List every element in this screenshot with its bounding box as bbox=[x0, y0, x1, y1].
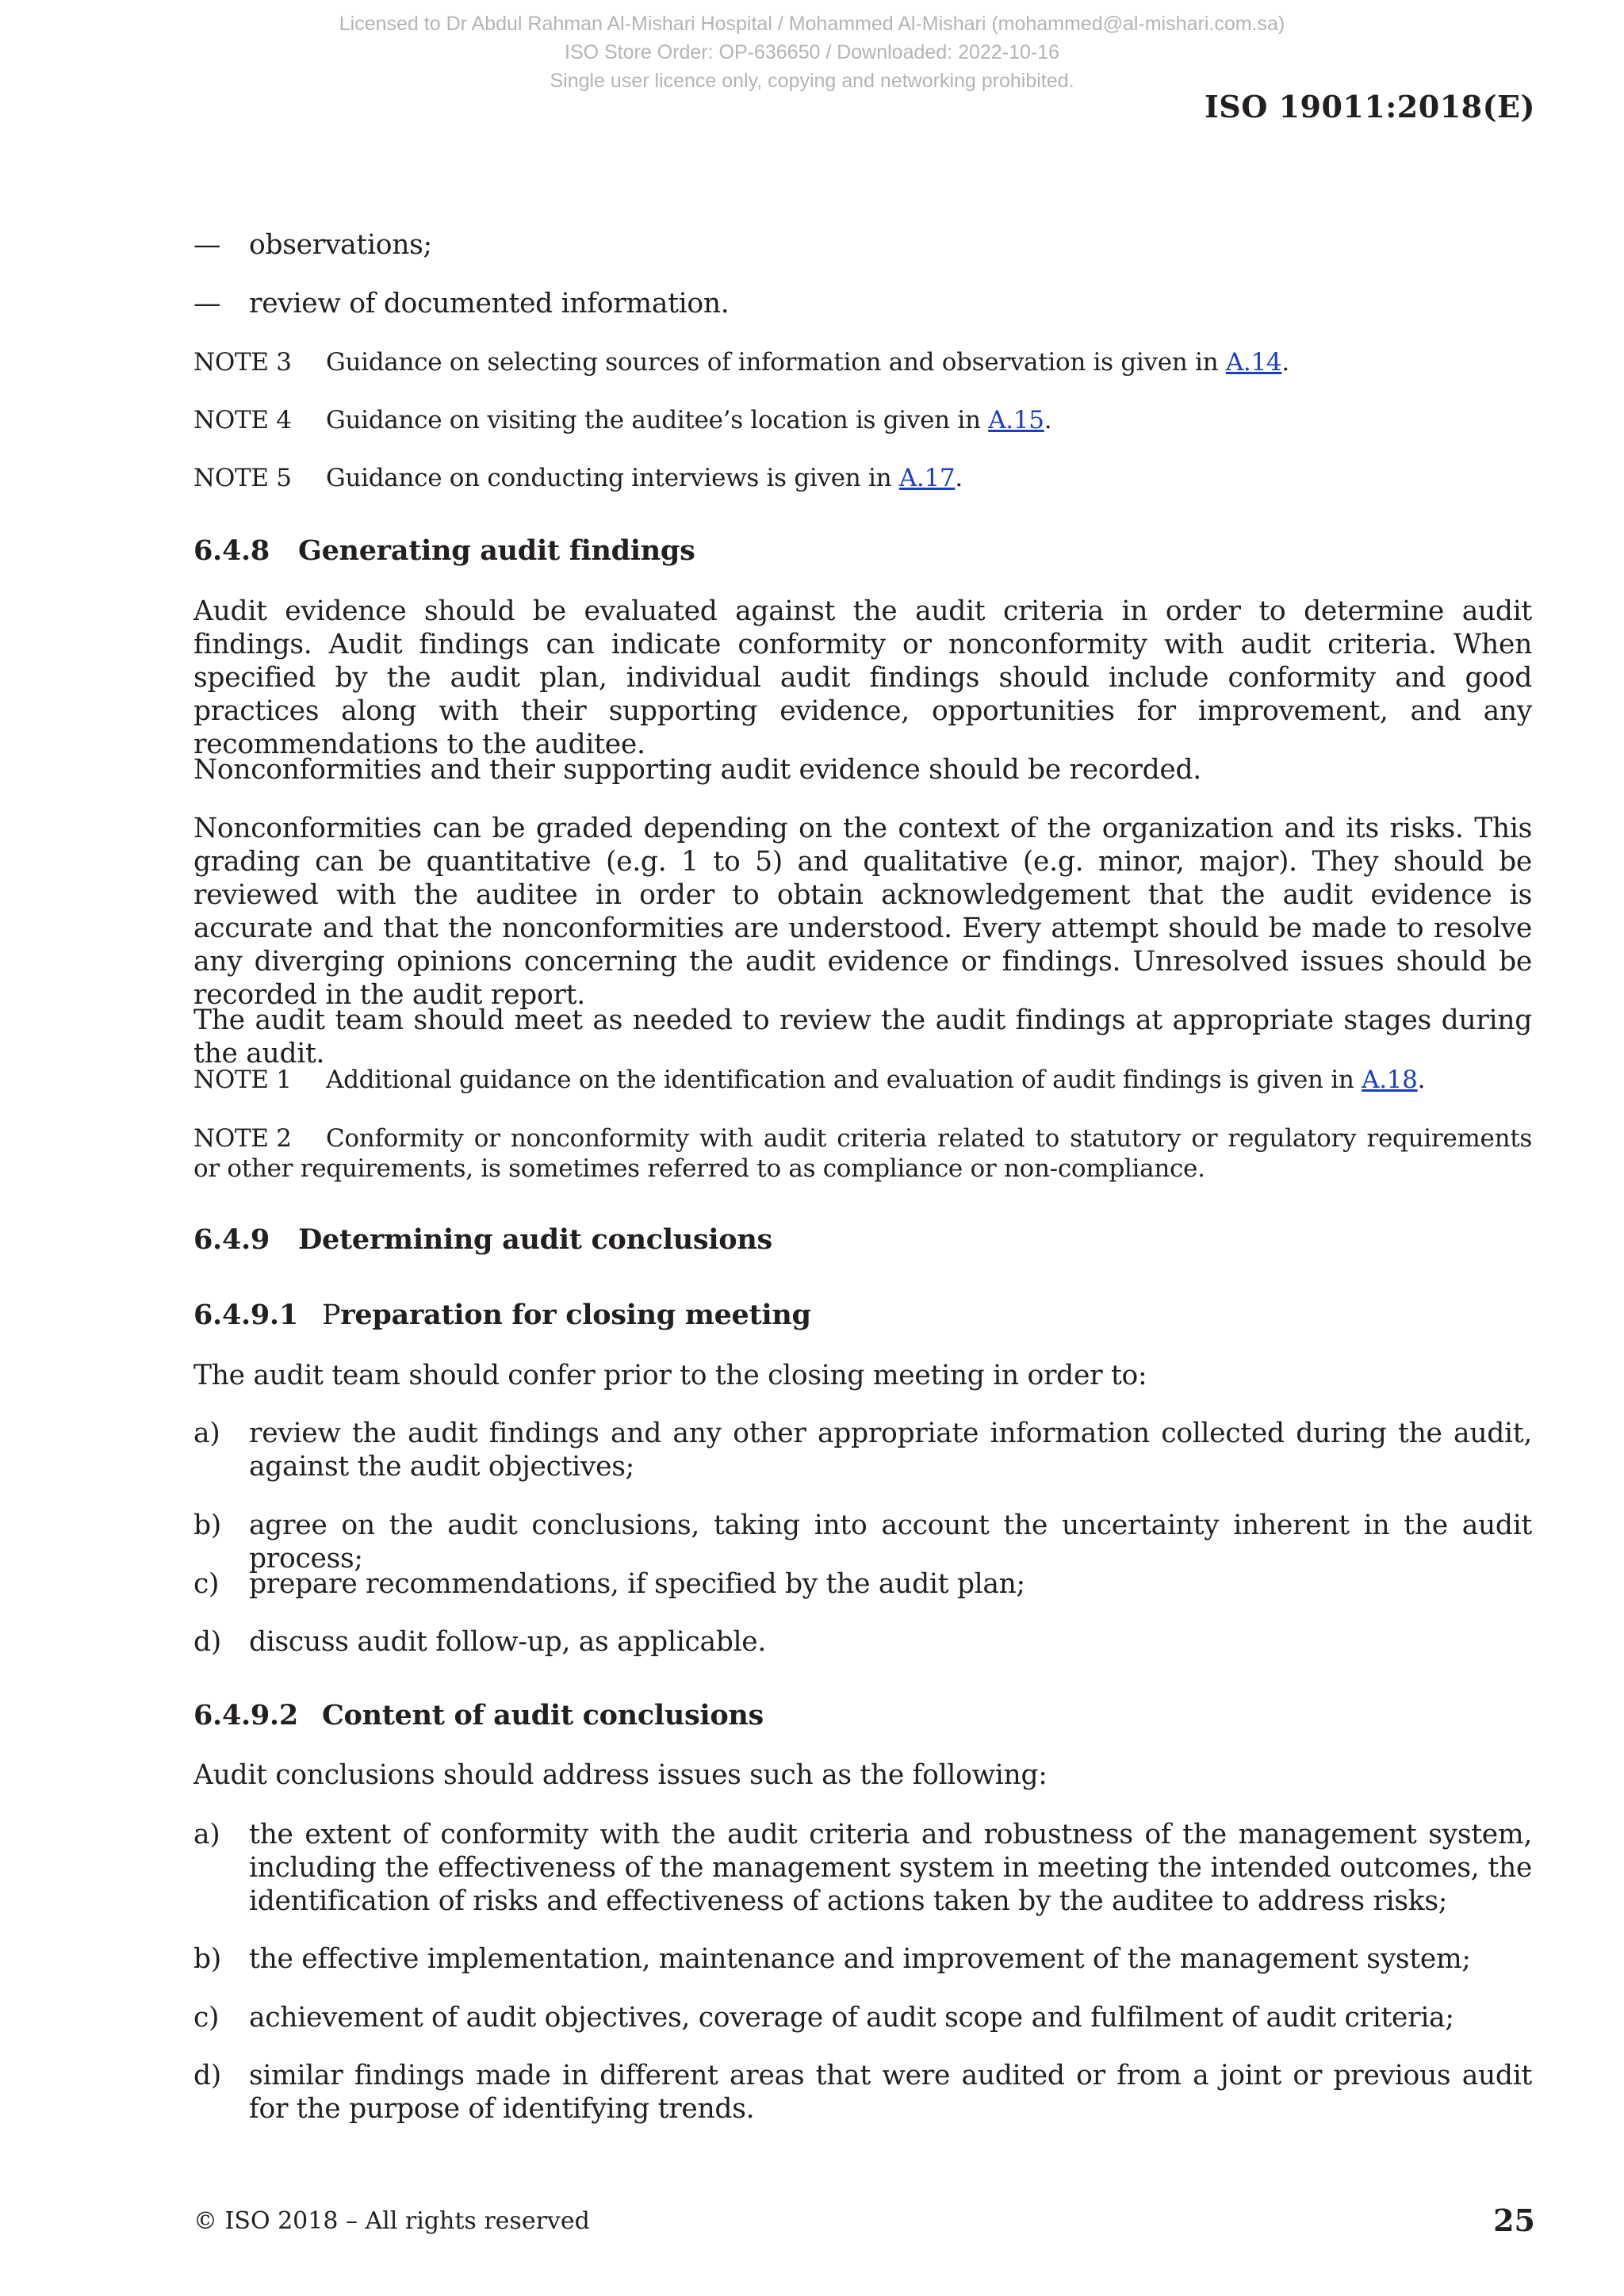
watermark-order-line: ISO Store Order: OP-636650 / Downloaded: 2022-10-16 bbox=[565, 41, 1059, 63]
list-item-text: agree on the audit conclusions, taking into account the uncertainty inherent in the audit process; bbox=[249, 1510, 1532, 1575]
list-item-text: prepare recommendations, if specified by the audit plan; bbox=[249, 1568, 1025, 1600]
note-label: NOTE 3 bbox=[193, 348, 292, 377]
watermark-licence-restriction-line: Single user licence only, copying and networking prohibited. bbox=[550, 70, 1074, 92]
annex-link-a15[interactable]: A.15 bbox=[988, 406, 1044, 434]
list-item-text: review the audit findings and any other appropriate information collected during the audit, against the audit objectives; bbox=[249, 1418, 1532, 1483]
note-label: NOTE 1 bbox=[193, 1066, 292, 1094]
heading-6-4-9-1 bbox=[193, 1299, 1532, 1332]
list-marker: a) bbox=[193, 1418, 220, 1449]
dash-list-item bbox=[193, 228, 1532, 262]
dash-marker: — bbox=[193, 229, 221, 261]
list-item bbox=[193, 1625, 1532, 1659]
list-marker: c) bbox=[193, 2002, 220, 2034]
section-number: 6.4.9.1 bbox=[193, 1299, 298, 1331]
note-end-punct: . bbox=[1044, 406, 1052, 434]
section-title: reparation for closing meeting bbox=[340, 1299, 811, 1331]
note-3 bbox=[193, 347, 1532, 377]
page-number: 25 bbox=[1493, 2202, 1535, 2238]
note-1 bbox=[193, 1065, 1532, 1095]
note-label: NOTE 4 bbox=[193, 406, 292, 434]
paragraph: Audit evidence should be evaluated against the audit criteria in order to determine audit findings. Audit findings can indicate conformity or nonconformity with audit criteria. When specified by the audit plan, individual audit findings should include conformity and good practices along with their supporting evidence, opportunities for improvement, and any recommendations to the auditee. bbox=[193, 595, 1532, 760]
section-number: 6.4.9 bbox=[193, 1223, 270, 1256]
note-4 bbox=[193, 405, 1532, 435]
heading-6-4-8 bbox=[193, 534, 1532, 568]
list-marker: b) bbox=[193, 1510, 221, 1541]
note-2 bbox=[193, 1123, 1532, 1184]
note-end-punct: . bbox=[955, 464, 963, 492]
list-marker: d) bbox=[193, 1626, 221, 1658]
note-text: Conformity or nonconformity with audit criteria related to statutory or regulatory requirements or other requirements, is sometimes referred to as compliance or non-compliance. bbox=[193, 1124, 1532, 1183]
heading-6-4-9 bbox=[193, 1223, 1532, 1257]
list-item bbox=[193, 1509, 1532, 1575]
note-text: Additional guidance on the identification and evaluation of audit findings is given in bbox=[326, 1066, 1362, 1094]
dash-item-text: review of documented information. bbox=[249, 288, 730, 320]
note-end-punct: . bbox=[1281, 348, 1289, 377]
list-item bbox=[193, 1818, 1532, 1918]
section-title-initial: P bbox=[322, 1299, 341, 1331]
list-item bbox=[193, 1417, 1532, 1483]
note-5 bbox=[193, 463, 1532, 493]
heading-6-4-9-2 bbox=[193, 1699, 1532, 1732]
paragraph: The audit team should meet as needed to review the audit findings at appropriate stages during the audit. bbox=[193, 1004, 1532, 1070]
dash-list-item bbox=[193, 287, 1532, 320]
list-marker: b) bbox=[193, 1943, 221, 1975]
dash-item-text: observations; bbox=[249, 229, 432, 261]
list-marker: a) bbox=[193, 1819, 220, 1850]
list-item bbox=[193, 2001, 1532, 2034]
list-item bbox=[193, 1567, 1532, 1601]
standard-number-header: ISO 19011:2018(E) bbox=[1205, 89, 1535, 124]
annex-link-a18[interactable]: A.18 bbox=[1362, 1066, 1418, 1094]
list-item bbox=[193, 2059, 1532, 2126]
section-number: 6.4.9.2 bbox=[193, 1699, 298, 1732]
paragraph: Nonconformities and their supporting audit evidence should be recorded. bbox=[193, 754, 1201, 786]
note-label: NOTE 2 bbox=[193, 1124, 292, 1153]
list-marker: c) bbox=[193, 1568, 220, 1600]
note-text: Guidance on selecting sources of information and observation is given in bbox=[326, 348, 1226, 377]
list-marker: d) bbox=[193, 2060, 221, 2091]
section-title: Content of audit conclusions bbox=[322, 1699, 764, 1732]
annex-link-a14[interactable]: A.14 bbox=[1225, 348, 1282, 377]
list-item-text: the effective implementation, maintenance and improvement of the management system; bbox=[249, 1943, 1471, 1975]
note-label: NOTE 5 bbox=[193, 464, 292, 492]
note-end-punct: . bbox=[1417, 1066, 1426, 1094]
list-item-text: the extent of conformity with the audit criteria and robustness of the management system, including the effectiveness of the management system in meeting the intended outcomes, the identification of risks and effectiveness of actions taken by the auditee to address risks; bbox=[249, 1819, 1532, 1917]
paragraph: Audit conclusions should address issues such as the following: bbox=[193, 1759, 1048, 1791]
dash-marker: — bbox=[193, 288, 221, 320]
paragraph: Nonconformities can be graded depending on the context of the organization and its risks. This grading can be quantitative (e.g. 1 to 5) and qualitative (e.g. minor, major). They should be reviewed with the auditee in order to obtain acknowledgement that the audit evidence is accurate and that the nonconformities are understood. Every attempt should be made to resolve any diverging opinions concerning the audit evidence or findings. Unresolved issues should be recorded in the audit report. bbox=[193, 813, 1532, 1011]
section-title: Determining audit conclusions bbox=[298, 1223, 772, 1256]
watermark-licence-line: Licensed to Dr Abdul Rahman Al-Mishari Hospital / Mohammed Al-Mishari (mohammed@al-mishari.com.sa) bbox=[339, 13, 1285, 35]
paragraph: The audit team should confer prior to the closing meeting in order to: bbox=[193, 1360, 1147, 1391]
note-text: Guidance on conducting interviews is given in bbox=[326, 464, 899, 492]
list-item bbox=[193, 1942, 1532, 1976]
list-item-text: discuss audit follow-up, as applicable. bbox=[249, 1626, 767, 1658]
list-item-text: achievement of audit objectives, coverage of audit scope and fulfilment of audit criteria; bbox=[249, 2002, 1454, 2034]
note-text: Guidance on visiting the auditee’s location is given in bbox=[326, 406, 989, 434]
list-item-text: similar findings made in different areas that were audited or from a joint or previous audit for the purpose of identifying trends. bbox=[249, 2060, 1532, 2125]
section-title: Generating audit findings bbox=[298, 534, 695, 567]
copyright-footer: © ISO 2018 – All rights reserved bbox=[193, 2207, 590, 2235]
annex-link-a17[interactable]: A.17 bbox=[898, 464, 956, 492]
section-number: 6.4.8 bbox=[193, 534, 270, 567]
